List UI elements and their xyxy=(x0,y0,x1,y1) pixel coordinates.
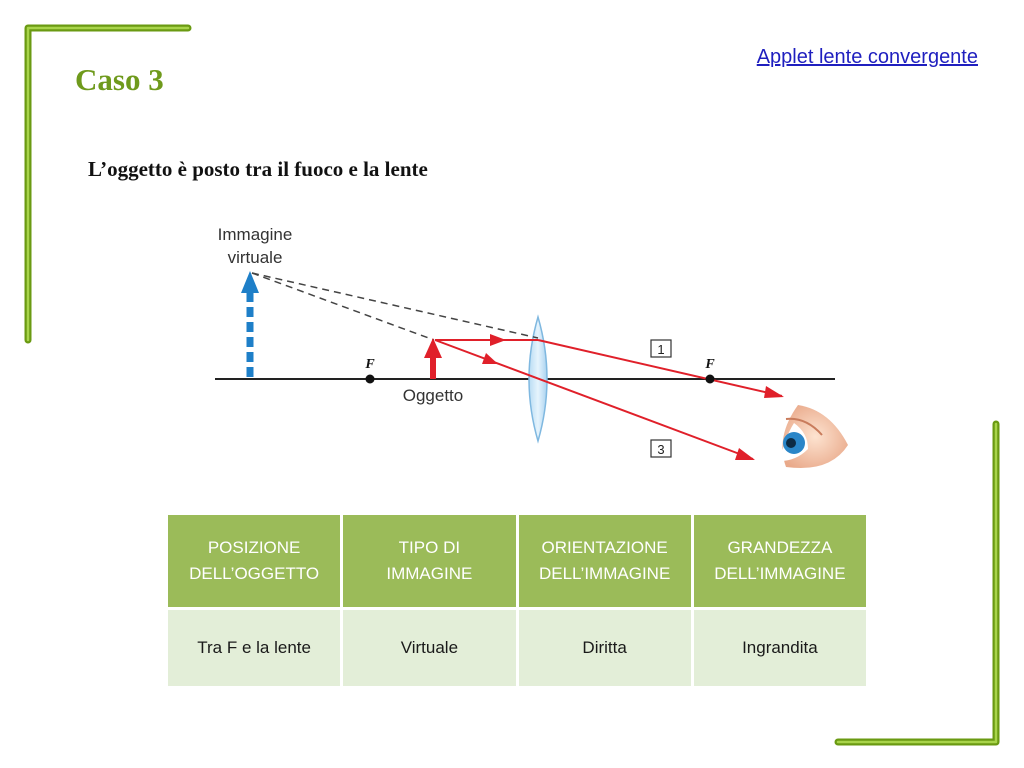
table-row xyxy=(167,609,868,688)
slide-subtitle: L’oggetto è posto tra il fuoco e la lente xyxy=(88,157,428,181)
header-grandezza: GRANDEZZA DELL’IMMAGINE xyxy=(692,514,867,609)
focus-right-dot xyxy=(706,375,715,384)
lens-diagram xyxy=(190,205,850,475)
header-tipo: TIPO DI IMMAGINE xyxy=(342,514,517,609)
image-label-line2: virtuale xyxy=(227,248,283,267)
eye-icon xyxy=(780,405,848,468)
focus-right-label: F xyxy=(705,357,715,372)
slide-title: Caso 3 xyxy=(75,62,164,97)
applet-link[interactable]: Applet lente convergente xyxy=(756,46,978,68)
virtual-ray-1 xyxy=(252,273,538,338)
ray-1-number: 1 xyxy=(657,342,665,357)
object-label: Oggetto xyxy=(402,386,464,405)
cell-orientazione: Diritta xyxy=(517,609,692,688)
header-orientazione: ORIENTAZIONE DELL’IMMAGINE xyxy=(517,514,692,609)
image-label-line1: Immagine xyxy=(217,225,293,244)
header-posizione: POSIZIONE DELL’OGGETTO xyxy=(167,514,342,609)
focus-left-dot xyxy=(366,375,375,384)
ray-3-mid-arrowhead xyxy=(482,353,498,364)
ray-3-number: 3 xyxy=(657,442,665,457)
case-table xyxy=(165,512,869,689)
ray-3-arrowhead xyxy=(735,448,755,460)
virtual-ray-3 xyxy=(252,273,434,340)
cell-posizione: Tra F e la lente xyxy=(167,609,342,688)
ray-1-arrowhead xyxy=(764,386,784,398)
focus-left-label: F xyxy=(365,357,375,372)
table-header-row xyxy=(167,514,868,609)
cell-grandezza: Ingrandita xyxy=(692,609,867,688)
ray-1-incident-arrowhead xyxy=(490,334,506,346)
cell-tipo: Virtuale xyxy=(342,609,517,688)
